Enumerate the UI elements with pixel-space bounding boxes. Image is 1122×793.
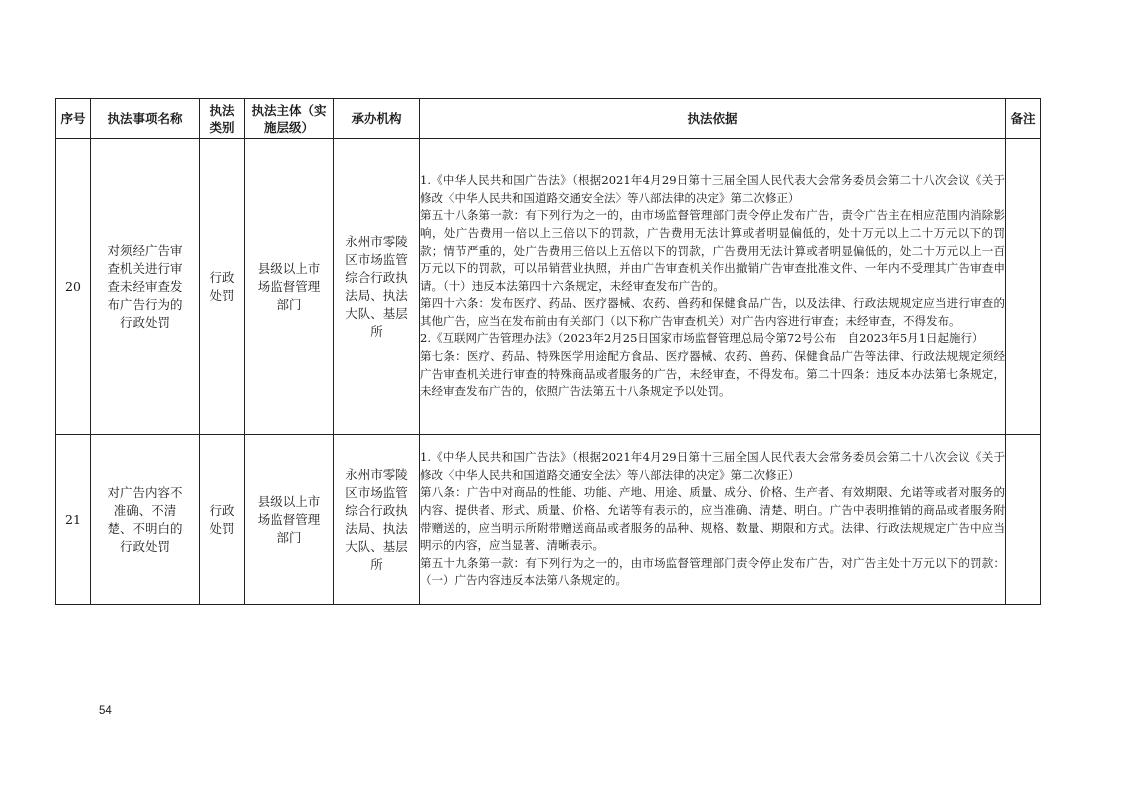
- row-remark: [1006, 139, 1041, 435]
- row-seq: 21: [56, 435, 91, 605]
- header-subject: 执法主体（实施层级）: [245, 99, 334, 139]
- header-office: 承办机构: [334, 99, 420, 139]
- row-subject: 县级以上市场监督管理部门: [245, 139, 334, 435]
- row-basis: [420, 435, 1006, 605]
- header-basis: 执法依据: [420, 99, 1006, 139]
- basis-paragraph: 2.《互联网广告管理办法》（2023年2月25日国家市场监督管理总局令第72号公布 自2023年5月1日起施行）: [420, 331, 984, 346]
- page-number: 54: [99, 705, 112, 717]
- row-office: 永州市零陵区市场监管综合行政执法局、执法大队、基层所: [334, 139, 420, 435]
- row-subject: 县级以上市场监督管理部门: [245, 435, 334, 605]
- header-remark: 备注: [1006, 99, 1041, 139]
- header-seq: 序号: [56, 99, 91, 139]
- basis-paragraph: 1.《中华人民共和国广告法》（根据2021年4月29日第十三届全国人民代表大会常务委员会第二十八次会议《关于修改〈中华人民共和国道路交通安全法〉等八部法律的决定》第二次修正）: [420, 450, 1005, 482]
- table-header-row: [56, 99, 1041, 139]
- basis-paragraph: 第七条：医疗、药品、特殊医学用途配方食品、医疗器械、农药、兽药、保健食品广告等法律、行政法规规定须经广告审查机关进行审查的特殊商品或者服务的广告，未经审查，不得发布。第二十四条：违反本办法第七条规定，未经审查发布广告的，依照广告法第五十八条规定予以处罚。: [420, 349, 1005, 399]
- table-row: [56, 435, 1041, 605]
- header-item-name: 执法事项名称: [91, 99, 200, 139]
- row-item-name: 对须经广告审查机关进行审查未经审查发布广告行为的行政处罚: [91, 139, 200, 435]
- row-remark: [1006, 435, 1041, 605]
- table-row: [56, 139, 1041, 435]
- header-category: 执法类别: [200, 99, 245, 139]
- basis-paragraph: 第五十八条第一款：有下列行为之一的，由市场监督管理部门责令停止发布广告，责令广告主在相应范围内消除影响，处广告费用一倍以上三倍以下的罚款，广告费用无法计算或者明显偏低的，处十万元以上二十万元以下的罚款；情节严重的，处广告费用三倍以上五倍以下的罚款，广告费用无法计算或者明显偏低的，处二十万元以上一百万元以下的罚款，可以吊销营业执照，并由广告审查机关作出撤销广告审查批准文件、一年内不受理其广告审查申请。（十）违反本法第四十六条规定，未经审查发布广告的。: [420, 208, 1005, 293]
- basis-paragraph: 第五十九条第一款：有下列行为之一的，由市场监督管理部门责令停止发布广告，对广告主处十万元以下的罚款：（一）广告内容违反本法第八条规定的。: [420, 555, 1005, 588]
- row-category: 行政处罚: [200, 435, 245, 605]
- basis-paragraph: 1.《中华人民共和国广告法》（根据2021年4月29日第十三届全国人民代表大会常务委员会第二十八次会议《关于修改〈中华人民共和国道路交通安全法〉等八部法律的决定》第二次修正）: [420, 173, 1005, 205]
- row-category: 行政处罚: [200, 139, 245, 435]
- row-basis: [420, 139, 1006, 435]
- basis-paragraph: 第四十六条：发布医疗、药品、医疗器械、农药、兽药和保健食品广告，以及法律、行政法规规定应当进行审查的其他广告，应当在发布前由有关部门（以下称广告审查机关）对广告内容进行审查；未经审查，不得发布。: [420, 296, 1005, 328]
- row-seq: 20: [56, 139, 91, 435]
- row-office: 永州市零陵区市场监管综合行政执法局、执法大队、基层所: [334, 435, 420, 605]
- law-enforcement-table: [55, 98, 1041, 605]
- basis-paragraph: 第八条：广告中对商品的性能、功能、产地、用途、质量、成分、价格、生产者、有效期限、允诺等或者对服务的内容、提供者、形式、质量、价格、允诺等有表示的，应当准确、清楚、明白。广告中表明推销的商品或者服务附带赠送的，应当明示所附带赠送商品或者服务的品种、规格、数量、期限和方式。法律、行政法规规定广告中应当明示的内容，应当显著、清晰表示。: [420, 485, 1005, 553]
- row-item-name: 对广告内容不准确、不清楚、不明白的行政处罚: [91, 435, 200, 605]
